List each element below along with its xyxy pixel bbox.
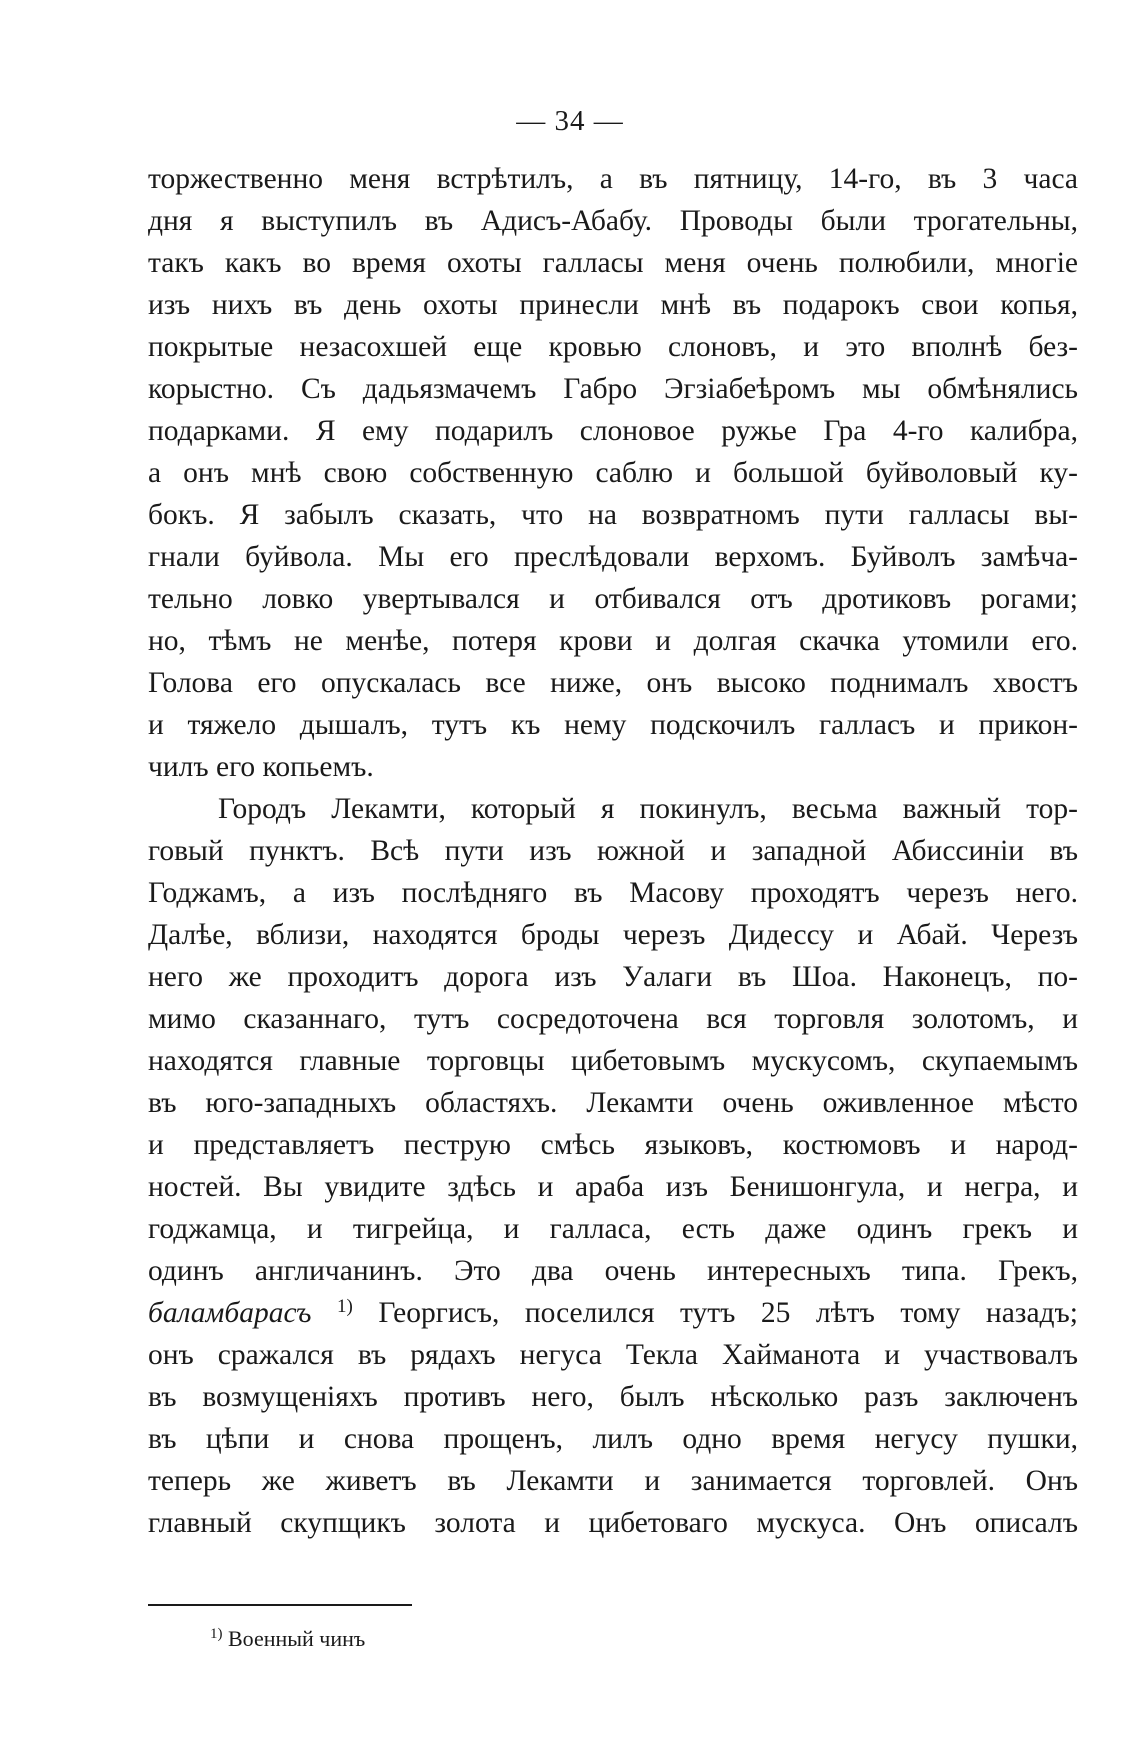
text-line: годжамца, и тигрейца, и галласа, есть даже одинъ грекъ и	[148, 1213, 1078, 1245]
text-line-with-footnote	[148, 1292, 1078, 1334]
text-line: Городъ Лекамти, который я покинулъ, весьма важный тор-	[218, 793, 1078, 825]
text-line: и тяжело дышалъ, тутъ къ нему подскочилъ галласъ и прикон-	[148, 709, 1078, 741]
footnote-reference[interactable]: 1)	[337, 1296, 353, 1317]
footnote-text: Военный чинъ	[228, 1626, 366, 1651]
text-line: и представляетъ пеструю смѣсь языковъ, костюмовъ и народ-	[148, 1129, 1078, 1161]
text-line: такъ какъ во время охоты галласы меня очень полюбили, многіе	[148, 247, 1078, 279]
text-line: тельно ловко увертывался и отбивался отъ дротиковъ рогами;	[148, 583, 1078, 615]
text-line: главный скупщикъ золота и цибетоваго мускуса. Онъ описалъ	[148, 1507, 1078, 1539]
text-line: теперь же живетъ въ Лекамти и занимается торговлей. Онъ	[148, 1465, 1078, 1497]
footnote	[210, 1624, 365, 1654]
text-line: Далѣе, вблизи, находятся броды черезъ Дидессу и Абай. Черезъ	[148, 919, 1078, 951]
body-text	[148, 158, 1078, 1544]
text-line: корыстно. Съ дадьязмачемъ Габро Эгзіабеѣромъ мы обмѣнялись	[148, 373, 1078, 405]
text-line: одинъ англичанинъ. Это два очень интересныхъ типа. Грекъ,	[148, 1255, 1078, 1287]
text-line: въ юго-западныхъ областяхъ. Лекамти очень оживленное мѣсто	[148, 1087, 1078, 1119]
text-line: него же проходитъ дорога изъ Уалаги въ Шоа. Наконецъ, по-	[148, 961, 1078, 993]
italic-term: баламбарасъ	[148, 1297, 312, 1329]
text-line: покрытые незасохшей еще кровью слоновъ, и это вполнѣ без-	[148, 331, 1078, 363]
text-line: находятся главные торговцы цибетовымъ мускусомъ, скупаемымъ	[148, 1045, 1078, 1077]
text-line: онъ сражался въ рядахъ негуса Текла Хайманота и участвовалъ	[148, 1339, 1078, 1371]
text-line: въ возмущеніяхъ противъ него, былъ нѣсколько разъ заключенъ	[148, 1381, 1078, 1413]
footnote-divider	[148, 1604, 412, 1606]
footnote-mark: 1)	[210, 1626, 223, 1642]
text-line: говый пунктъ. Всѣ пути изъ южной и западной Абиссиніи въ	[148, 835, 1078, 867]
text-line: въ цѣпи и снова прощенъ, лилъ одно время негусу пушки,	[148, 1423, 1078, 1455]
text-line: изъ нихъ въ день охоты принесли мнѣ въ подарокъ свои копья,	[148, 289, 1078, 321]
text-line: Годжамъ, а изъ послѣдняго въ Масову проходятъ черезъ него.	[148, 877, 1078, 909]
text-line: ностей. Вы увидите здѣсь и араба изъ Бенишонгула, и негра, и	[148, 1171, 1078, 1203]
text-line: дня я выступилъ въ Адисъ-Абабу. Проводы были трогательны,	[148, 205, 1078, 237]
text-line: а онъ мнѣ свою собственную саблю и большой буйволовый ку-	[148, 457, 1078, 489]
text-line: торжественно меня встрѣтилъ, а въ пятницу, 14-го, въ 3 часа	[148, 163, 1078, 195]
text-line: Голова его опускалась все ниже, онъ высоко поднималъ хвостъ	[148, 667, 1078, 699]
text-line: мимо сказаннаго, тутъ сосредоточена вся торговля золотомъ, и	[148, 1003, 1078, 1035]
text-line: но, тѣмъ не менѣе, потеря крови и долгая скачка утомили его.	[148, 625, 1078, 657]
text-line: подарками. Я ему подарилъ слоновое ружье Гра 4-го калибра,	[148, 415, 1078, 447]
text-line-rest: Георгисъ, поселился тутъ 25 лѣтъ тому назадъ;	[378, 1297, 1079, 1329]
page-number: — 34 —	[516, 105, 624, 137]
text-line: бокъ. Я забылъ сказать, что на возвратномъ пути галласы вы-	[148, 499, 1078, 531]
text-line: гнали буйвола. Мы его преслѣдовали верхомъ. Буйволъ замѣча-	[148, 541, 1078, 573]
text-line: чилъ его копьемъ.	[148, 751, 374, 783]
